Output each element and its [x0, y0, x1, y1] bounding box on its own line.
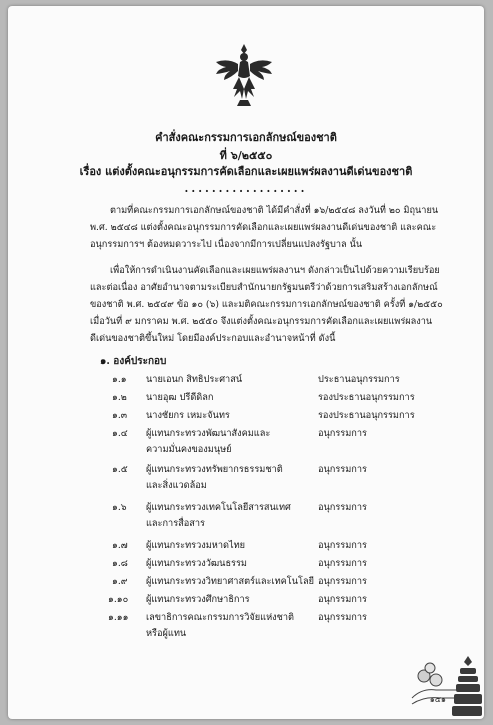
paragraph-line: เมื่อวันที่ ๙ มกราคม พ.ศ. ๒๕๕๐ จึงแต่งตั้งคณะอนุกรรมการคัดเลือกและเผยแพร่ผลงาน [90, 316, 433, 327]
member-name-continued: ความมั่นคงของมนุษย์ [146, 444, 232, 455]
page-number: ๑๕๑ [429, 695, 446, 704]
garuda-emblem-icon [212, 42, 276, 108]
paragraph-line: ดีเด่นของชาติขึ้นใหม่ โดยมีองค์ประกอบและอำนาจหน้าที่ ดังนี้ [90, 333, 336, 344]
member-name: นายอุฒ ปรีดีดิลก [146, 392, 214, 403]
separator: .................. [184, 182, 308, 195]
member-name-continued: หรือผู้แทน [146, 628, 187, 639]
member-number: ๑.๑๐ [108, 594, 129, 605]
member-name: ผู้แทนกระทรวงศึกษาธิการ [146, 594, 250, 605]
member-number: ๑.๑ [112, 374, 127, 385]
member-number: ๑.๒ [112, 392, 127, 403]
member-number: ๑.๗ [112, 540, 128, 551]
member-name: นางชัยกร เหมะจันทร [146, 410, 230, 421]
member-role: อนุกรรมการ [318, 428, 367, 439]
member-role: อนุกรรมการ [318, 594, 367, 605]
member-name-continued: และสิ่งแวดล้อม [146, 480, 207, 491]
paragraph-2 [90, 262, 443, 347]
order-title: คำสั่งคณะกรรมการเอกลักษณ์ของชาติ [155, 131, 337, 144]
member-name: ผู้แทนกระทรวงเทคโนโลยีสารสนเทศ [146, 502, 291, 513]
member-name-continued: และการสื่อสาร [146, 518, 205, 529]
member-name: ผู้แทนกระทรวงทรัพยากรธรรมชาติ [146, 464, 283, 475]
order-subject: เรื่อง แต่งตั้งคณะอนุกรรมการคัดเลือกและเผยแพร่ผลงานดีเด่นของชาติ [79, 165, 413, 178]
member-number: ๑.๑๑ [108, 612, 129, 623]
member-name: ผู้แทนกระทรวงมหาดไทย [146, 540, 246, 551]
member-number: ๑.๖ [112, 502, 127, 513]
member-name: ผู้แทนกระทรวงพัฒนาสังคมและ [146, 428, 271, 439]
member-number: ๑.๙ [112, 576, 128, 587]
member-number: ๑.๕ [112, 464, 128, 475]
paragraph-line: พ.ศ. ๒๕๔๘ แต่งตั้งคณะอนุกรรมการคัดเลือกและเผยแพร่ผลงานดีเด่นของชาติ และคณะ [90, 222, 437, 233]
member-number: ๑.๔ [112, 428, 128, 439]
paragraph-line: ตามที่คณะกรรมการเอกลักษณ์ของชาติ ได้มีคำสั่งที่ ๑๖/๒๕๔๘ ลงวันที่ ๒๐ มิถุนายน [110, 205, 439, 216]
member-number: ๑.๘ [112, 558, 128, 569]
member-role: อนุกรรมการ [318, 464, 367, 475]
member-role: รองประธานอนุกรรมการ [318, 392, 415, 403]
member-name: นายเอนก สิทธิประศาสน์ [146, 374, 243, 385]
section-title: ๑. องค์ประกอบ [100, 356, 167, 367]
member-name: เลขาธิการคณะกรรมการวิจัยแห่งชาติ [146, 612, 294, 623]
member-role: อนุกรรมการ [318, 540, 367, 551]
member-name: ผู้แทนกระทรวงวิทยาศาสตร์และเทคโนโลยี [146, 576, 314, 587]
member-role: ประธานอนุกรรมการ [318, 374, 400, 385]
member-role: อนุกรรมการ [318, 502, 367, 513]
document-page [8, 6, 484, 719]
paragraph-line: อนุกรรมการฯ ต้องหมดวาระไป เนื่องจากมีการเปลี่ยนแปลงรัฐบาล นั้น [90, 239, 363, 250]
order-number: ที่ ๖/๒๕๕๐ [219, 149, 273, 162]
member-role: รองประธานอนุกรรมการ [318, 410, 415, 421]
member-number: ๑.๓ [112, 410, 128, 421]
paragraph-line: เพื่อให้การดำเนินงานคัดเลือกและเผยแพร่ผลงานฯ ดังกล่าวเป็นไปด้วยความเรียบร้อย [110, 265, 440, 276]
paragraph-line: และต่อเนื่อง อาศัยอำนาจตามระเบียบสำนักนายกรัฐมนตรีว่าด้วยการเสริมสร้างเอกลักษณ์ [90, 282, 438, 293]
member-role: อนุกรรมการ [318, 576, 367, 587]
member-role: อนุกรรมการ [318, 558, 367, 569]
member-role: อนุกรรมการ [318, 612, 367, 623]
paragraph-1 [90, 202, 439, 253]
member-name: ผู้แทนกระทรวงวัฒนธรรม [146, 558, 247, 569]
paragraph-line: ของชาติ พ.ศ. ๒๕๔๙ ข้อ ๑๐ (๖) และมติคณะกรรมการเอกลักษณ์ของชาติ ครั้งที่ ๑/๒๕๕๐ [90, 299, 443, 310]
ornament-icon [408, 646, 482, 718]
